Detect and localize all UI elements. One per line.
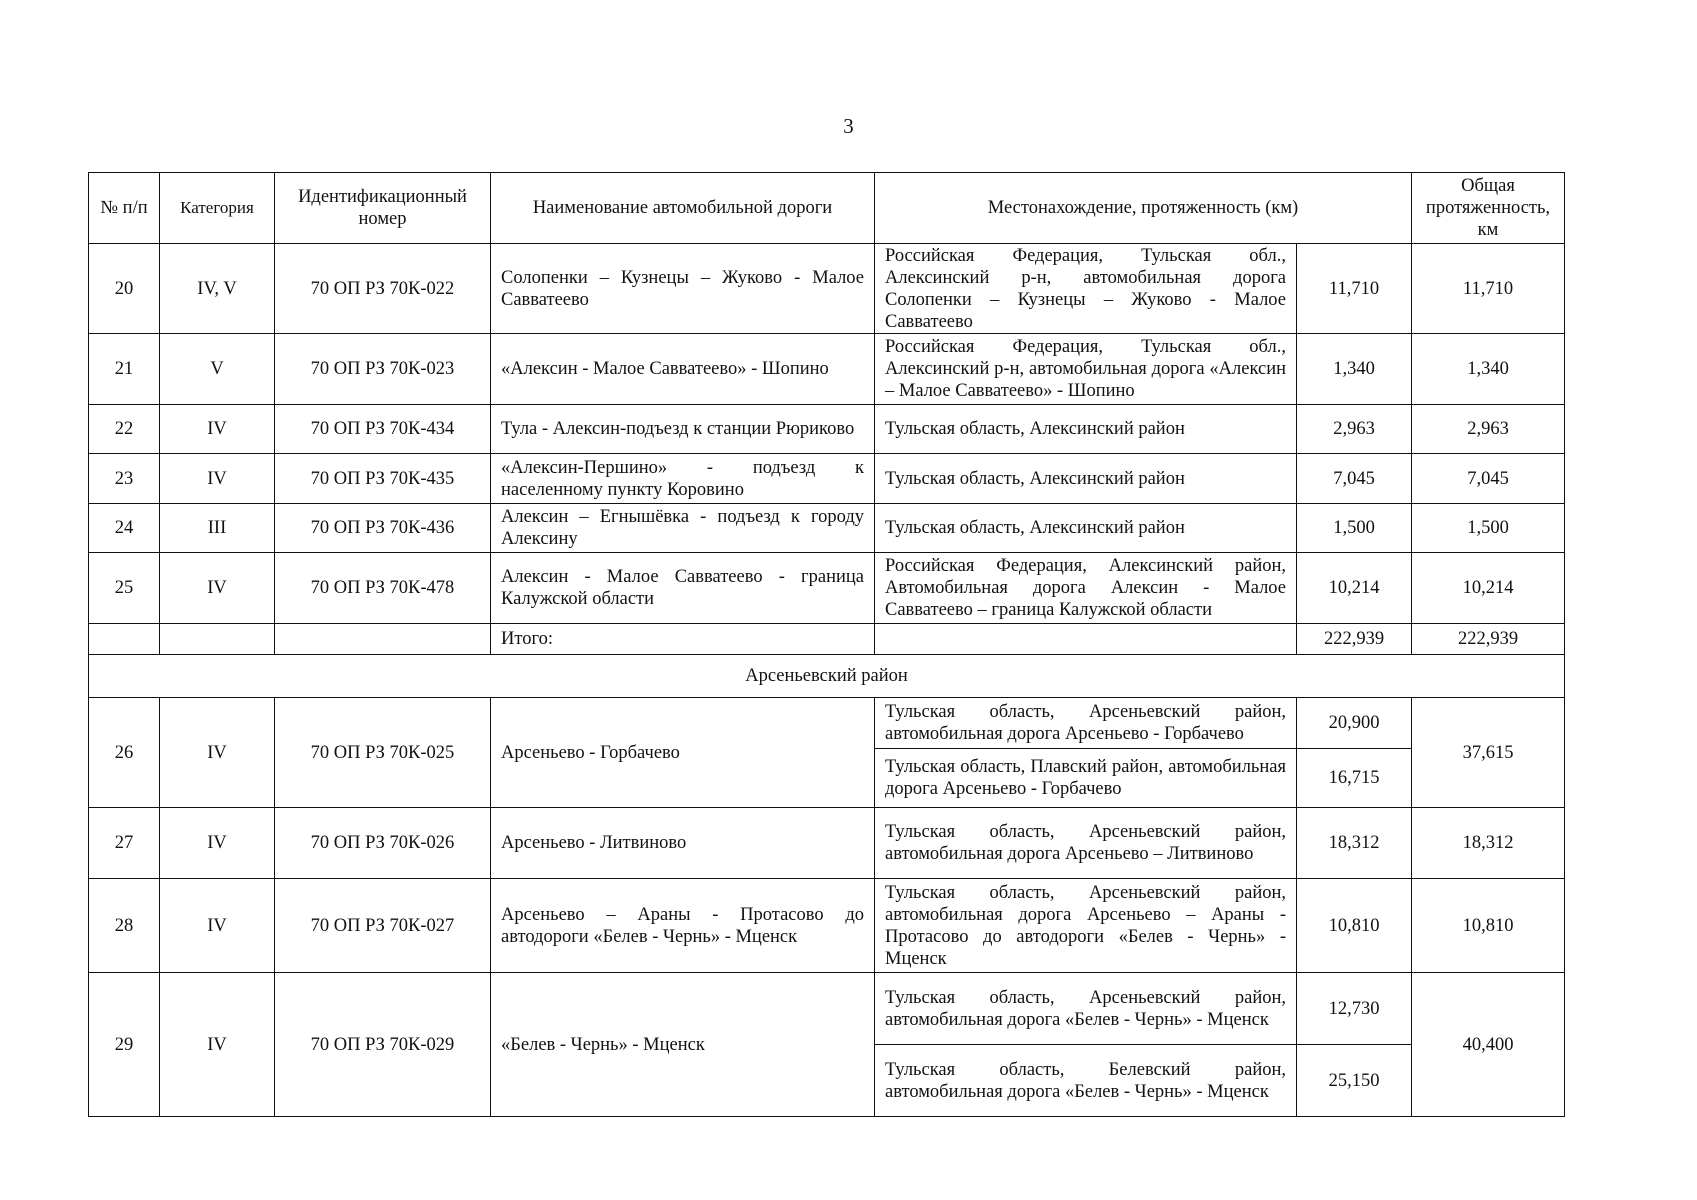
row-location: Российская Федерация, Алексинский район, Автомобильная дорога Алексин - Малое Савватеево – граница Калужской области xyxy=(875,553,1297,624)
row-category: IV, V xyxy=(160,244,275,334)
row-num: 28 xyxy=(89,879,160,973)
row-total: 1,340 xyxy=(1412,334,1565,405)
page-number: 3 xyxy=(843,114,854,138)
row-location: Тульская область, Арсеньевский район, автомобильная дорога Арсеньево – Литвиново xyxy=(875,808,1297,879)
row-num: 20 xyxy=(89,244,160,334)
row-num: 21 xyxy=(89,334,160,405)
district-heading: Арсеньевский район xyxy=(89,655,1565,698)
table-header-row xyxy=(89,173,1565,244)
row-total: 11,710 xyxy=(1412,244,1565,334)
row-location: Российская Федерация, Тульская обл., Алексинский р-н, автомобильная дорога Солопенки – Кузнецы – Жуково - Малое Савватеево xyxy=(875,244,1297,334)
row-length: 16,715 xyxy=(1297,749,1412,808)
table-row xyxy=(89,698,1565,749)
row-total: 2,963 xyxy=(1412,405,1565,454)
row-total: 1,500 xyxy=(1412,504,1565,553)
row-length: 25,150 xyxy=(1297,1045,1412,1117)
header-category: Категория xyxy=(160,173,275,244)
empty-cell xyxy=(89,624,160,655)
row-road-name: Алексин – Егнышёвка - подъезд к городу Алексину xyxy=(491,504,875,553)
row-category: IV xyxy=(160,553,275,624)
row-category: III xyxy=(160,504,275,553)
row-id: 70 ОП РЗ 70К-025 xyxy=(275,698,491,808)
row-id: 70 ОП РЗ 70К-022 xyxy=(275,244,491,334)
row-road-name: Арсеньево - Литвиново xyxy=(491,808,875,879)
row-road-name: Арсеньево - Горбачево xyxy=(491,698,875,808)
row-id: 70 ОП РЗ 70К-436 xyxy=(275,504,491,553)
header-name: Наименование автомобильной дороги xyxy=(491,173,875,244)
row-num: 22 xyxy=(89,405,160,454)
row-id: 70 ОП РЗ 70К-023 xyxy=(275,334,491,405)
header-id: Идентификационный номер xyxy=(275,173,491,244)
row-road-name: Алексин - Малое Савватеево - граница Калужской области xyxy=(491,553,875,624)
row-location: Тульская область, Плавский район, автомобильная дорога Арсеньево - Горбачево xyxy=(875,749,1297,808)
row-length: 1,340 xyxy=(1297,334,1412,405)
table-row xyxy=(89,405,1565,454)
row-category: IV xyxy=(160,454,275,504)
table-row xyxy=(89,504,1565,553)
district-row xyxy=(89,655,1565,698)
row-num: 26 xyxy=(89,698,160,808)
row-length: 2,963 xyxy=(1297,405,1412,454)
row-length: 11,710 xyxy=(1297,244,1412,334)
row-road-name: «Алексин-Першино» - подъезд к населенному пункту Коровино xyxy=(491,454,875,504)
row-location: Тульская область, Арсеньевский район, автомобильная дорога Арсеньево - Горбачево xyxy=(875,698,1297,749)
table-row xyxy=(89,553,1565,624)
row-num: 24 xyxy=(89,504,160,553)
row-num: 27 xyxy=(89,808,160,879)
row-category: IV xyxy=(160,879,275,973)
row-length: 18,312 xyxy=(1297,808,1412,879)
subtotal-total: 222,939 xyxy=(1412,624,1565,655)
header-location: Местонахождение, протяженность (км) xyxy=(875,173,1412,244)
row-total: 37,615 xyxy=(1412,698,1565,808)
row-id: 70 ОП РЗ 70К-434 xyxy=(275,405,491,454)
table-row xyxy=(89,879,1565,973)
row-road-name: Тула - Алексин-подъезд к станции Рюриково xyxy=(491,405,875,454)
row-category: IV xyxy=(160,698,275,808)
table-row xyxy=(89,454,1565,504)
row-length: 10,214 xyxy=(1297,553,1412,624)
row-road-name: Арсеньево – Араны - Протасово до автодороги «Белев - Чернь» - Мценск xyxy=(491,879,875,973)
row-id: 70 ОП РЗ 70К-026 xyxy=(275,808,491,879)
row-road-name: «Алексин - Малое Савватеево» - Шопино xyxy=(491,334,875,405)
row-road-name: Солопенки – Кузнецы – Жуково - Малое Савватеево xyxy=(491,244,875,334)
row-location: Тульская область, Арсеньевский район, автомобильная дорога «Белев - Чернь» - Мценск xyxy=(875,973,1297,1045)
table-row xyxy=(89,973,1565,1045)
subtotal-length: 222,939 xyxy=(1297,624,1412,655)
row-category: IV xyxy=(160,405,275,454)
header-total: Общая протяженность, км xyxy=(1412,173,1565,244)
row-id: 70 ОП РЗ 70К-478 xyxy=(275,553,491,624)
row-total: 7,045 xyxy=(1412,454,1565,504)
table-row xyxy=(89,244,1565,334)
roads-table xyxy=(88,172,1565,1117)
row-length: 12,730 xyxy=(1297,973,1412,1045)
row-location: Тульская область, Арсеньевский район, автомобильная дорога Арсеньево – Араны - Протасово до автодороги «Белев - Чернь» - Мценск xyxy=(875,879,1297,973)
row-total: 40,400 xyxy=(1412,973,1565,1117)
row-id: 70 ОП РЗ 70К-027 xyxy=(275,879,491,973)
row-location: Тульская область, Алексинский район xyxy=(875,454,1297,504)
row-location: Тульская область, Белевский район, автомобильная дорога «Белев - Чернь» - Мценск xyxy=(875,1045,1297,1117)
row-num: 29 xyxy=(89,973,160,1117)
row-category: IV xyxy=(160,808,275,879)
row-location: Российская Федерация, Тульская обл., Алексинский р-н, автомобильная дорога «Алексин – Малое Савватеево» - Шопино xyxy=(875,334,1297,405)
row-total: 10,214 xyxy=(1412,553,1565,624)
row-total: 18,312 xyxy=(1412,808,1565,879)
empty-cell xyxy=(875,624,1297,655)
row-length: 1,500 xyxy=(1297,504,1412,553)
row-id: 70 ОП РЗ 70К-435 xyxy=(275,454,491,504)
row-location: Тульская область, Алексинский район xyxy=(875,405,1297,454)
row-category: V xyxy=(160,334,275,405)
table-row xyxy=(89,334,1565,405)
row-category: IV xyxy=(160,973,275,1117)
subtotal-row xyxy=(89,624,1565,655)
row-location: Тульская область, Алексинский район xyxy=(875,504,1297,553)
empty-cell xyxy=(160,624,275,655)
header-num: № п/п xyxy=(89,173,160,244)
row-num: 25 xyxy=(89,553,160,624)
row-length: 20,900 xyxy=(1297,698,1412,749)
subtotal-label: Итого: xyxy=(491,624,875,655)
row-num: 23 xyxy=(89,454,160,504)
empty-cell xyxy=(275,624,491,655)
row-length: 7,045 xyxy=(1297,454,1412,504)
row-length: 10,810 xyxy=(1297,879,1412,973)
row-road-name: «Белев - Чернь» - Мценск xyxy=(491,973,875,1117)
table-row xyxy=(89,808,1565,879)
row-id: 70 ОП РЗ 70К-029 xyxy=(275,973,491,1117)
row-total: 10,810 xyxy=(1412,879,1565,973)
